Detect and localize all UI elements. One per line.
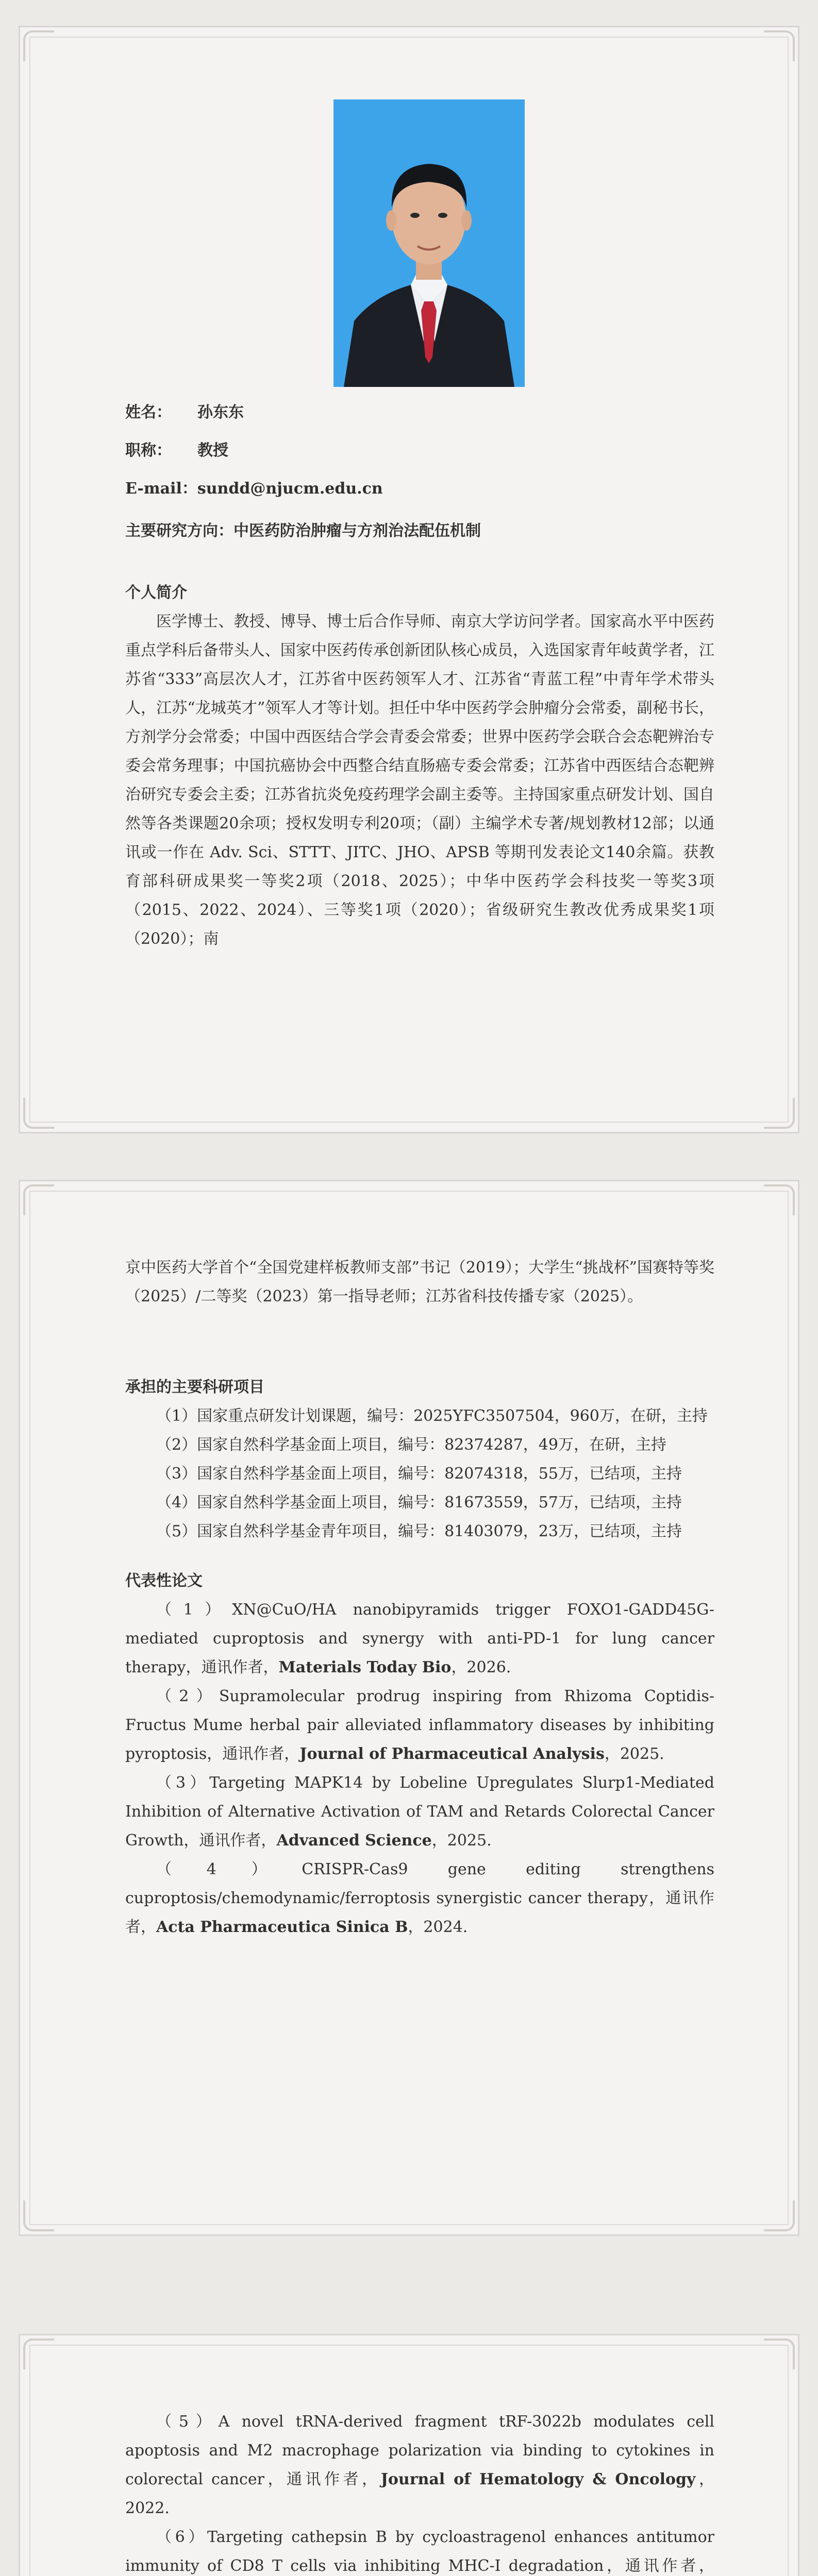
papers-heading: 代表性论文	[125, 1572, 203, 1590]
title-value: 教授	[197, 442, 228, 460]
page-3	[19, 2334, 799, 2576]
name-row	[125, 398, 714, 427]
paper-text: （2）Supramolecular prodrug inspiring from Rhizoma Coptidis-Fructus Mume herbal pair alleviated inflammatory diseases by inhibiting pyroptosis，通讯作者，	[125, 1687, 714, 1763]
corner-ornament	[764, 1184, 795, 1215]
paper-item	[125, 2523, 714, 2576]
paper-year: ，2025.	[431, 1832, 492, 1850]
corner-ornament	[764, 30, 795, 61]
paper-item	[125, 2408, 714, 2523]
paper-year: ，2024.	[408, 1918, 468, 1936]
paper-text: （6）Targeting cathepsin B by cycloastragenol enhances antitumor immunity of CD8 T cells via inhibiting MHC-I degradation，通讯作者，	[125, 2528, 714, 2575]
page-2	[19, 1180, 799, 2236]
corner-ornament	[23, 2338, 54, 2369]
paper-item	[125, 1769, 714, 1855]
paper-text: （5）A novel tRNA-derived fragment tRF-3022b modulates cell apoptosis and M2 macrophage polarization via binding to cytokines in colorectal cancer，通讯作者，	[125, 2413, 714, 2488]
bio-paragraph-continued: 京中医药大学首个“全国党建样板教师支部”书记（2019）；大学生“挑战杯”国赛特等奖（2025）/二等奖（2023）第一指导老师；江苏省科技传播专家（2025）。	[125, 1259, 714, 1306]
corner-ornament	[764, 2338, 795, 2369]
project-item: （1）国家重点研发计划课题，编号：2025YFC3507504，960万，在研，主持	[156, 1407, 708, 1425]
corner-ornament	[23, 2200, 54, 2231]
name-value: 孙东东	[197, 403, 244, 421]
name-label: 姓名：	[125, 403, 172, 421]
page3-content	[125, 2408, 714, 2576]
paper-year: ，2022.	[125, 2470, 714, 2517]
paper-text: （1）XN@CuO/HA nanobipyramids trigger FOXO1-GADD45G-mediated cuproptosis and synergy with anti-PD-1 for lung cancer therapy，通讯作者，	[125, 1601, 714, 1676]
project-item: （2）国家自然科学基金面上项目，编号：82374287，49万，在研，主持	[156, 1436, 666, 1454]
paper-journal: Materials Today Bio	[278, 1658, 452, 1676]
title-label: 职称：	[125, 442, 172, 460]
corner-ornament	[23, 1184, 54, 1215]
paper-journal: Journal of Hematology & Oncology	[380, 2470, 696, 2488]
page2-content	[125, 1253, 714, 1942]
profile-content	[125, 398, 714, 954]
research-value: 中医药防治肿瘤与方剂治法配伍机制	[233, 522, 481, 540]
research-label: 主要研究方向：	[125, 522, 233, 540]
project-item: （5）国家自然科学基金青年项目，编号：81403079，23万，已结项，主持	[156, 1522, 682, 1540]
title-row	[125, 436, 714, 465]
paper-year: ，2026.	[451, 1658, 511, 1676]
paper-year: ，2025.	[604, 1745, 664, 1763]
email-label: E-mail：	[125, 480, 197, 498]
paper-item	[125, 1596, 714, 1682]
portrait-photo	[333, 99, 525, 387]
email-row	[125, 474, 714, 503]
paper-item	[125, 1855, 714, 1942]
bio-heading: 个人简介	[125, 584, 187, 602]
corner-ornament	[23, 30, 54, 61]
paper-journal: Advanced Science	[276, 1832, 432, 1850]
projects-heading: 承担的主要科研项目	[125, 1378, 264, 1396]
email-value: sundd@njucm.edu.cn	[197, 480, 383, 498]
paper-item	[125, 1682, 714, 1769]
corner-ornament	[23, 1098, 54, 1129]
paper-text: （3）Targeting MAPK14 by Lobeline Upregulates Slurp1-Mediated Inhibition of Alternative Activation of TAM and Retards Colorectal Cancer Growth，通讯作者，	[125, 1774, 714, 1850]
paper-journal: Acta Pharmaceutica Sinica B	[156, 1918, 408, 1936]
page-1	[19, 26, 799, 1133]
corner-ornament	[764, 2200, 795, 2231]
papers-list	[125, 1596, 714, 1942]
projects-list	[125, 1402, 714, 1546]
project-item: （3）国家自然科学基金面上项目，编号：82074318，55万，已结项，主持	[156, 1465, 682, 1483]
research-row	[125, 517, 714, 546]
corner-ornament	[764, 1098, 795, 1129]
paper-text: （4）CRISPR-Cas9 gene editing strengthens cuproptosis/chemodynamic/ferroptosis synergistic cancer therapy，通讯作者，	[125, 1860, 714, 1936]
project-item: （4）国家自然科学基金面上项目，编号：81673559，57万，已结项，主持	[156, 1494, 682, 1512]
bio-paragraph: 医学博士、教授、博导、博士后合作导师、南京大学访问学者。国家高水平中医药重点学科后备带头人、国家中医药传承创新团队核心成员，入选国家青年岐黄学者，江苏省“333”高层次人才，江苏省中医药领军人才、江苏省“青蓝工程”中青年学术带头人，江苏“龙城英才”领军人才等计划。担任中华中医药学会肿瘤分会常委，副秘书长，方剂学分会常委；中国中西医结合学会青委会常委；世界中医药学会联合会态靶辨治专委会常务理事；中国抗癌协会中西整合结直肠癌专委会常委；江苏省中西医结合态靶辨治研究专委会主委；江苏省抗炎免疫药理学会副主委等。主持国家重点研发计划、国自然等各类课题20余项；授权发明专利20项；（副）主编学术专著/规划教材12部；以通讯或一作在 Adv. Sci、STTT、JITC、JHO、APSB 等期刊发表论文140余篇。获教育部科研成果奖一等奖2项（2018、2025）；中华中医药学会科技奖一等奖3项（2015、2022、2024）、三等奖1项（2020）；省级研究生教改优秀成果奖1项（2020）；南	[125, 613, 714, 948]
paper-journal: Journal of Pharmaceutical Analysis	[299, 1745, 605, 1763]
